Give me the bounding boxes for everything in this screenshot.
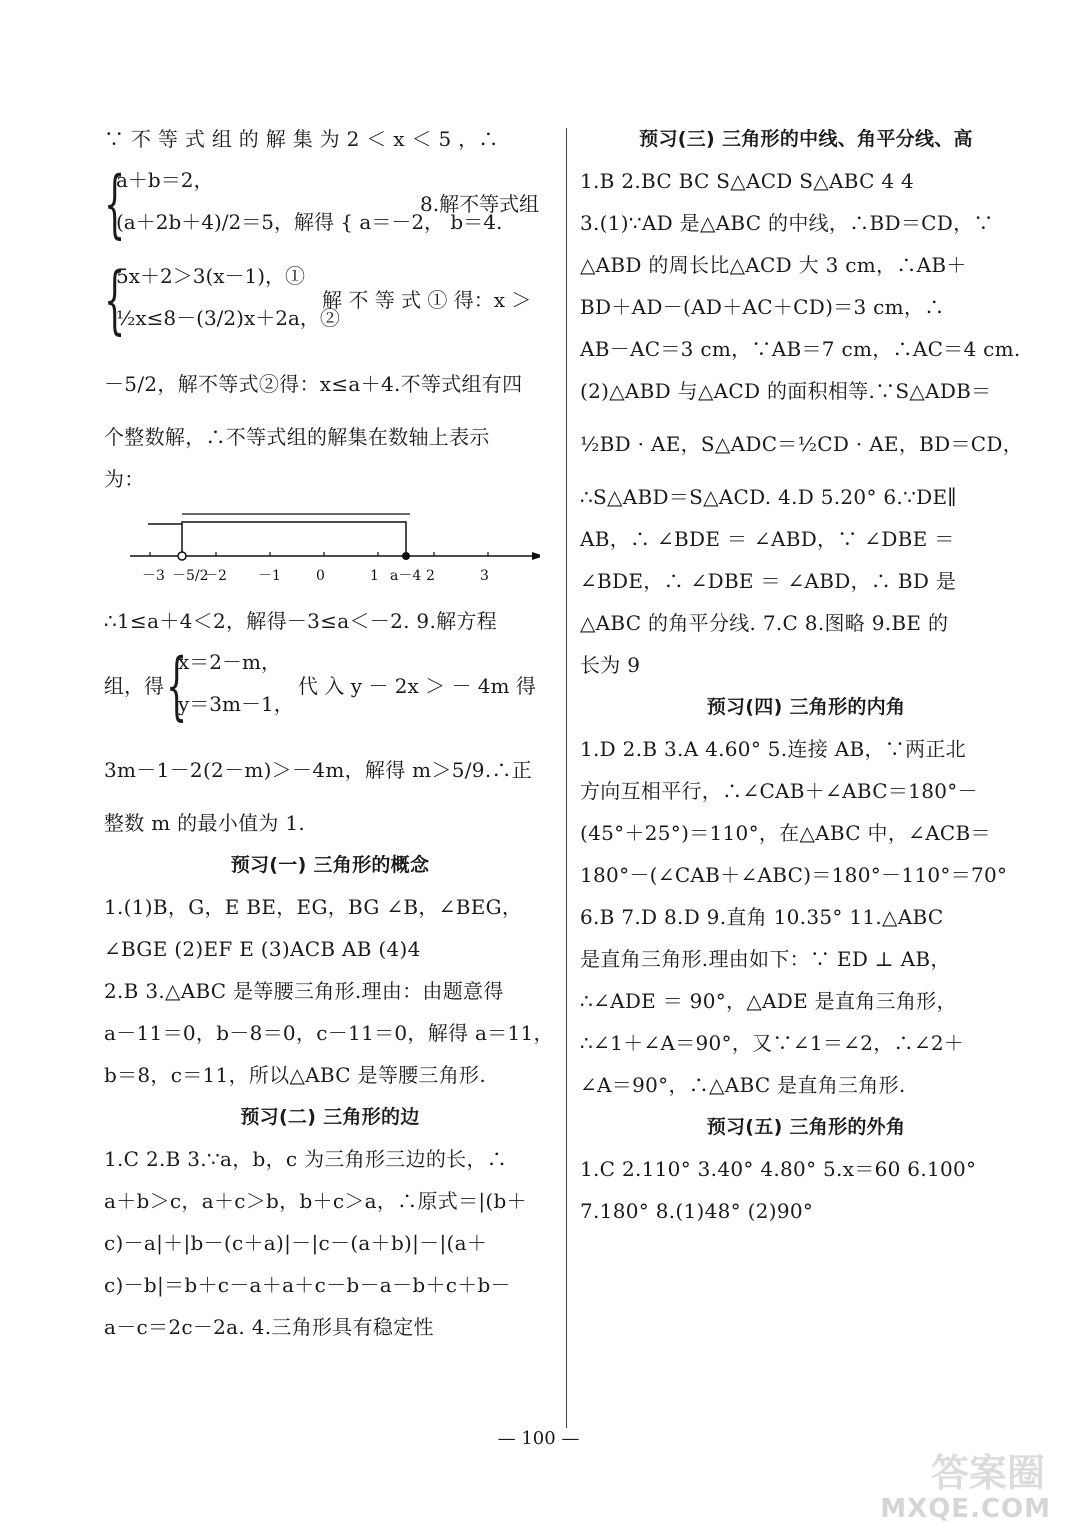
page-number: — 100 — — [497, 1428, 580, 1449]
tick-label: 3 — [480, 568, 489, 584]
system-row: a＋b＝2， — [116, 168, 214, 192]
right-column — [580, 118, 1032, 1232]
system-row: x＝2－m， — [178, 650, 281, 674]
text-line: AB－AC＝3 cm，∵AB＝7 cm，∴AC＝4 cm. — [580, 337, 1021, 361]
brace-glyph: { — [104, 257, 126, 343]
text-line: AB，∴ ∠BDE ＝ ∠ABD，∵ ∠DBE ＝ — [580, 527, 955, 551]
watermark-site: MXQE.COM — [880, 1494, 1051, 1524]
system-row: 5x＋2＞3(x－1)，① — [116, 264, 306, 288]
tick-label: 1 — [370, 568, 379, 584]
text-line: △ABD 的周长比△ACD 大 3 cm，∴AB＋ — [580, 253, 967, 277]
text-line: 180°－(∠CAB＋∠ABC)＝180°－110°＝70° — [580, 863, 1008, 887]
text-line: BD＋AD－(AD＋AC＋CD)＝3 cm，∴ — [580, 295, 945, 319]
watermark — [855, 1438, 1055, 1528]
tick-label: －2 — [204, 568, 227, 584]
equation-system-2 — [104, 256, 556, 352]
system-row: y＝3m－1， — [178, 692, 294, 716]
text-line: b＝8，c＝11，所以△ABC 是等腰三角形. — [104, 1063, 486, 1087]
system-tail: 8.解不等式组 — [420, 192, 540, 216]
text-line: 整数 m 的最小值为 1. — [104, 811, 306, 835]
text-line: a－11＝0，b－8＝0，c－11＝0，解得 a＝11， — [104, 1021, 554, 1045]
text-line: 3.(1)∵AD 是△ABC 的中线，∴BD＝CD，∵ — [580, 211, 994, 235]
text-line: a＋b＞c，a＋c＞b，b＋c＞a，∴原式＝|(b＋ — [104, 1189, 527, 1213]
system-head: 组，得 — [104, 674, 164, 698]
tick-label: 2 — [426, 568, 435, 584]
text-line: ∠BGE (2)EF E (3)ACB AB (4)4 — [104, 937, 421, 961]
text-line: c)－b|＝b＋c－a＋a＋c－b－a－b＋c＋b－ — [104, 1273, 511, 1297]
axis-arrow — [532, 552, 540, 560]
open-endpoint — [178, 552, 186, 560]
text-line: ∠A＝90°，∴△ABC 是直角三角形. — [580, 1073, 906, 1097]
solution-bracket-a — [182, 522, 406, 556]
brace-glyph: { — [104, 161, 126, 247]
tick-label: －5/2 — [172, 568, 209, 584]
text-line: ∴∠ADE ＝ 90°，△ADE 是直角三角形， — [580, 989, 957, 1013]
text-line: △ABC 的角平分线. 7.C 8.图略 9.BE 的 — [580, 611, 949, 635]
text-line: 是直角三角形.理由如下：∵ ED ⊥ AB， — [580, 947, 951, 971]
column-divider — [566, 128, 567, 1428]
text-line: 6.B 7.D 8.D 9.直角 10.35° 11.△ABC — [580, 905, 944, 929]
text-line: 为： — [104, 467, 145, 491]
text-line: 个整数解，∴不等式组的解集在数轴上表示 — [104, 425, 490, 449]
text-line: 1.B 2.BC BC S△ACD S△ABC 4 4 — [580, 169, 915, 193]
section-heading: 预习(四) 三角形的内角 — [706, 696, 906, 718]
text-line: ∵ 不 等 式 组 的 解 集 为 2 ＜ x ＜ 5 ，∴ — [104, 127, 499, 151]
tick-label: －1 — [258, 568, 281, 584]
tick-label: a－4 — [390, 568, 422, 584]
text-line: 2.B 3.△ABC 是等腰三角形.理由：由题意得 — [104, 979, 504, 1003]
text-line: 1.(1)B，G，E BE，EG，BG ∠B，∠BEG， — [104, 895, 523, 919]
brace-glyph: { — [166, 643, 188, 729]
watermark-logo: 答案圈 — [930, 1451, 1045, 1495]
text-line: (2)△ABD 与△ACD 的面积相等.∵S△ADB＝ — [580, 379, 992, 403]
number-line-figure — [104, 500, 556, 600]
text-line: (45°＋25°)＝110°，在△ABC 中，∠ACB＝ — [580, 821, 991, 845]
text-line: ∠BDE，∴ ∠DBE ＝ ∠ABD，∴ BD 是 — [580, 569, 957, 593]
text-line: ∴S△ABD＝S△ACD. 4.D 5.20° 6.∵DE∥ — [580, 485, 957, 509]
text-line: c)－a|＋|b－(c＋a)|－|c－(a＋b)|－|(a＋ — [104, 1231, 488, 1255]
text-line: 7.180° 8.(1)48° (2)90° — [580, 1199, 814, 1223]
equation-system-3 — [104, 642, 556, 738]
section-heading: 预习(一) 三角形的概念 — [230, 854, 430, 876]
number-line-svg — [120, 500, 540, 600]
section-heading: 预习(二) 三角形的边 — [240, 1106, 420, 1128]
equation-system-1 — [104, 160, 556, 256]
section-heading: 预习(五) 三角形的外角 — [706, 1116, 906, 1138]
system-tail: 解 不 等 式 ① 得：x ＞ — [322, 288, 532, 312]
text-line: ∴∠1＋∠A＝90°，又∵∠1＝∠2，∴∠2＋ — [580, 1031, 965, 1055]
section-heading: 预习(三) 三角形的中线、角平分线、高 — [639, 128, 973, 150]
tick-label: 0 — [316, 568, 325, 584]
system-tail: 代 入 y － 2x ＞ － 4m 得 — [298, 674, 536, 698]
system-row: (a＋2b＋4)/2＝5，解得 { a＝－2， b＝4. — [116, 210, 503, 234]
text-line: ∴1≤a＋4＜2，解得－3≤a＜－2. 9.解方程 — [104, 609, 498, 633]
text-line: 1.C 2.110° 3.40° 4.80° 5.x＝60 6.100° — [580, 1157, 977, 1181]
text-line: ½BD · AE，S△ADC＝½CD · AE，BD＝CD， — [580, 432, 1024, 456]
text-line: a－c＝2c－2a. 4.三角形具有稳定性 — [104, 1315, 434, 1339]
tick-label: －3 — [142, 568, 165, 584]
system-row: ½x≤8－(3/2)x＋2a，② — [116, 306, 340, 330]
text-line: 1.C 2.B 3.∵a，b，c 为三角形三边的长，∴ — [104, 1147, 508, 1171]
left-column — [104, 118, 556, 1348]
text-line: 长为 9 — [580, 653, 641, 677]
text-line: 1.D 2.B 3.A 4.60° 5.连接 AB，∵两正北 — [580, 737, 966, 761]
text-line: 方向互相平行，∴∠CAB＋∠ABC＝180°－ — [580, 779, 978, 803]
text-line: －5/2，解不等式②得：x≤a＋4.不等式组有四 — [104, 372, 523, 396]
text-line: 3m－1－2(2－m)＞－4m，解得 m＞5/9.∴正 — [104, 758, 533, 782]
closed-endpoint — [402, 552, 410, 560]
